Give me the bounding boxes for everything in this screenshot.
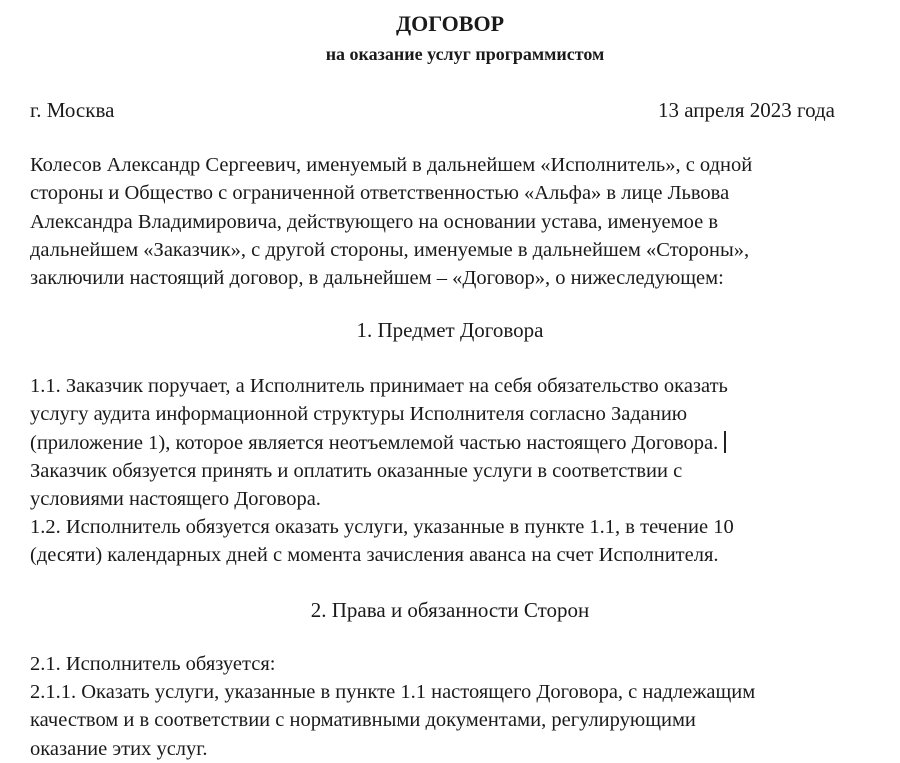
clause-1-1	[30, 372, 728, 513]
clause-line: оказание этих услуг.	[30, 737, 208, 760]
clause-line: 1.2. Исполнитель обязуется оказать услуги, указанные в пункте 1.1, в течение 10	[30, 516, 734, 538]
clause-line-with-cursor	[30, 429, 728, 457]
clause-line: (десяти) календарных дней с момента зачисления аванса на счет Исполнителя.	[30, 544, 719, 567]
preamble-line: дальнейшем «Заказчик», с другой стороны, именуемые в дальнейшем «Стороны»,	[30, 238, 750, 261]
clause-line: (приложение 1), которое является неотъемлемой частью настоящего Договора.	[30, 431, 719, 454]
clause-line: 2.1.1. Оказать услуги, указанные в пункте 1.1 настоящего Договора, с надлежащим	[30, 681, 756, 703]
preamble-line: стороны и Общество с ограниченной ответственностью «Альфа» в лице Львова	[30, 182, 730, 205]
clause-line: 2.1. Исполнитель обязуется:	[30, 653, 276, 675]
clause-line: качеством и в соответствии с нормативными документами, регулирующими	[30, 709, 696, 732]
preamble-line: Александра Владимировича, действующего на основании устава, именуемое в	[30, 210, 719, 233]
document-subtitle: на оказание услуг программистом	[325, 44, 605, 64]
clause-line: услугу аудита информационной структуры Исполнителя согласно Заданию	[30, 403, 688, 426]
clause-line: Заказчик обязуется принять и оплатить оказанные услуги в соответствии с	[30, 459, 683, 482]
preamble-line: Колесов Александр Сергеевич, именуемый в дальнейшем «Исполнитель», с одной	[30, 154, 753, 176]
preamble-line: заключили настоящий договор, в дальнейшем – «Договор», о нижеследующем:	[30, 267, 724, 290]
document-title: ДОГОВОР	[395, 11, 505, 36]
clause-1-2	[30, 513, 734, 570]
clause-2-1	[30, 650, 275, 678]
clause-line: 1.1. Заказчик поручает, а Исполнитель принимает на себя обязательство оказать	[30, 375, 728, 397]
contract-date: 13 апреля 2023 года	[658, 98, 835, 122]
section-1-heading: 1. Предмет Договора	[356, 318, 544, 342]
section-2-heading: 2. Права и обязанности Сторон	[310, 598, 590, 622]
preamble-paragraph	[30, 151, 752, 292]
clause-line: условиями настоящего Договора.	[30, 488, 321, 511]
text-cursor	[724, 431, 726, 453]
contract-city: г. Москва	[30, 98, 115, 122]
clause-2-1-1	[30, 678, 755, 763]
